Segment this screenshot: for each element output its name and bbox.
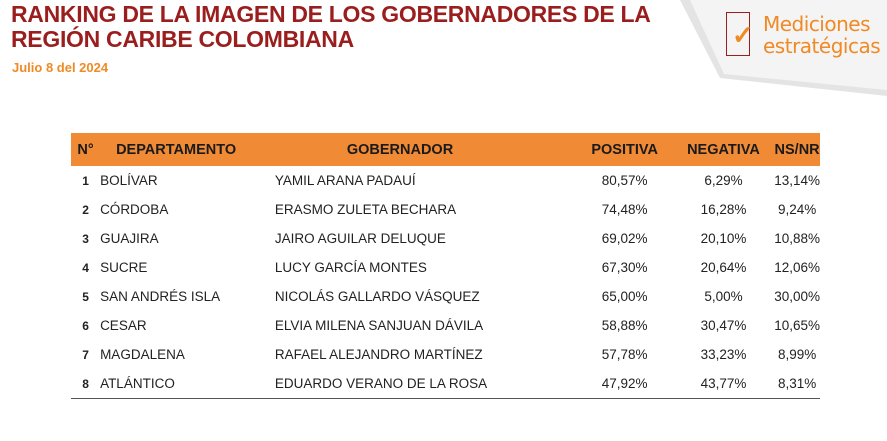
cell-nsnr: 10,88% (774, 231, 820, 246)
cell-departamento: SAN ANDRÉS ISLA (100, 289, 221, 304)
cell-departamento: CÓRDOBA (100, 202, 169, 217)
cell-n: 3 (82, 231, 89, 246)
cell-gobernador: RAFAEL ALEJANDRO MARTÍNEZ (274, 347, 483, 362)
column-header-n: N° (71, 133, 100, 166)
cell-gobernador: NICOLÁS GALLARDO VÁSQUEZ (274, 289, 480, 304)
cell-positiva: 57,78% (601, 347, 648, 362)
cell-negativa: 6,29% (704, 173, 743, 188)
cell-departamento: MAGDALENA (100, 347, 185, 362)
table-row (71, 369, 820, 399)
table-header (71, 133, 820, 166)
cell-gobernador: EDUARDO VERANO DE LA ROSA (259, 369, 577, 399)
cell-positiva: 80,57% (601, 173, 648, 188)
table-row (71, 311, 820, 340)
cell-nsnr: 12,06% (774, 260, 820, 275)
cell-positiva: 47,92% (577, 369, 673, 399)
cell-departamento: ATLÁNTICO (100, 369, 259, 399)
cell-nsnr: 9,24% (777, 202, 817, 217)
cell-departamento: SUCRE (100, 260, 148, 275)
cell-n: 1 (82, 173, 89, 188)
cell-negativa: 30,47% (700, 318, 747, 333)
cell-nsnr: 13,14% (774, 173, 820, 188)
cell-nsnr: 10,65% (774, 318, 820, 333)
table-row (71, 195, 820, 224)
cell-gobernador: LUCY GARCÍA MONTES (274, 260, 427, 275)
cell-negativa: 43,77% (673, 369, 774, 399)
cell-negativa: 20,64% (700, 260, 747, 275)
cell-n: 4 (82, 260, 89, 275)
cell-gobernador: ERASMO ZULETA BECHARA (274, 202, 457, 217)
logo-text-line1: Mediciones (763, 12, 871, 36)
cell-nsnr: 8,31% (774, 369, 820, 399)
table-row (71, 253, 820, 282)
cell-negativa: 16,28% (700, 202, 747, 217)
cell-nsnr: 8,99% (777, 347, 817, 362)
cell-departamento: BOLÍVAR (100, 173, 158, 188)
cell-gobernador: JAIRO AGUILAR DELUQUE (274, 231, 446, 246)
report-date: Julio 8 del 2024 (12, 60, 109, 75)
cell-positiva: 69,02% (601, 231, 648, 246)
table-row (71, 224, 820, 253)
cell-negativa: 33,23% (700, 347, 747, 362)
cell-departamento: CESAR (100, 318, 147, 333)
cell-n: 7 (82, 347, 89, 362)
column-header-gobernador: GOBERNADOR (259, 133, 577, 166)
page-title: RANKING DE LA IMAGEN DE LOS GOBERNADORES DE LA REGIÓN CARIBE COLOMBIANA (11, 1, 650, 52)
cell-gobernador: ELVIA MILENA SANJUAN DÁVILA (274, 318, 484, 333)
cell-positiva: 74,48% (601, 202, 648, 217)
cell-n: 5 (82, 289, 89, 304)
cell-negativa: 5,00% (704, 289, 743, 304)
cell-gobernador: YAMIL ARANA PADAUÍ (274, 173, 416, 188)
logo-text-line2: estratégicas (763, 34, 881, 58)
checkmark-icon: ✓ (732, 20, 754, 50)
column-header-nsnr: NS/NR (774, 133, 820, 166)
cell-positiva: 65,00% (601, 289, 648, 304)
cell-departamento: GUAJIRA (100, 231, 159, 246)
column-header-departamento: DEPARTAMENTO (100, 133, 259, 166)
table-row (71, 282, 820, 311)
governors-ranking-table (71, 133, 820, 399)
column-header-negativa: NEGATIVA (673, 133, 774, 166)
cell-negativa: 20,10% (700, 231, 747, 246)
table-row (71, 340, 820, 369)
cell-n: 6 (82, 318, 89, 333)
cell-positiva: 67,30% (601, 260, 648, 275)
cell-n: 8 (71, 369, 100, 399)
table-row (71, 166, 820, 195)
cell-positiva: 58,88% (601, 318, 648, 333)
cell-nsnr: 30,00% (774, 289, 820, 304)
table-body (71, 166, 820, 399)
column-header-positiva: POSITIVA (577, 133, 673, 166)
table-header-row (71, 133, 820, 166)
brand-logo (723, 8, 883, 66)
cell-n: 2 (82, 202, 89, 217)
